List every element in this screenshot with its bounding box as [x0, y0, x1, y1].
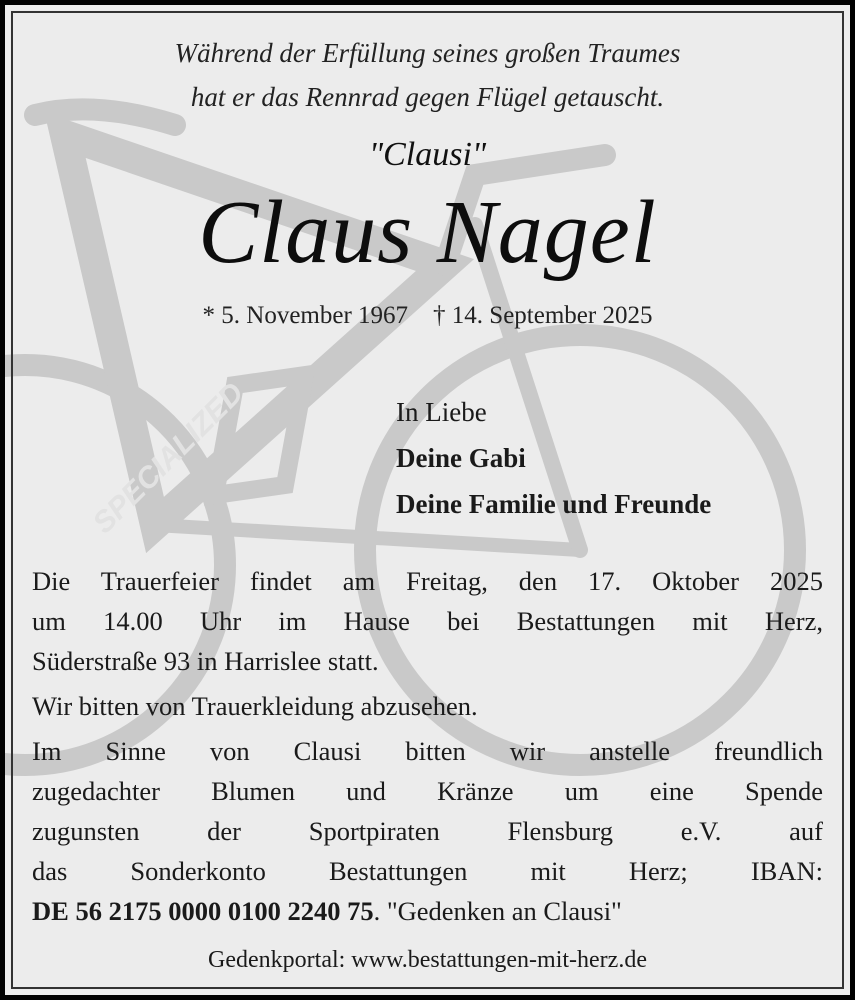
intro-line: hat er das Rennrad gegen Flügel getauscht. [190, 82, 665, 112]
memorial-portal-link[interactable]: Gedenkportal: www.bestattungen-mit-herz.de [208, 947, 647, 973]
death-date: † 14. September 2025 [433, 302, 653, 329]
text-line: Die Trauerfeier findet am Freitag, den 17. Oktober 2025 [32, 566, 823, 596]
text-line: um 14.00 Uhr im Hause bei Bestattungen mit Herz, [32, 606, 823, 636]
text-line: Wir bitten von Trauerkleidung abzusehen. [32, 691, 478, 721]
text-line: Im Sinne von Clausi bitten wir anstelle freundlich [32, 736, 823, 766]
birth-date: * 5. November 1967 [202, 302, 409, 329]
deceased-name: Claus Nagel [198, 183, 657, 282]
mourners-intro: In Liebe [396, 397, 487, 427]
text-line: Süderstraße 93 in Harrislee statt. [32, 646, 379, 676]
donation-reference: . "Gedenken an Clausi" [373, 896, 622, 926]
mourner-line: Deine Familie und Freunde [396, 489, 712, 519]
text-line: zugedachter Blumen und Kränze um eine Spende [32, 776, 823, 806]
mourners [396, 389, 711, 527]
text-line: das Sonderkonto Bestattungen mit Herz; IBAN: [32, 856, 823, 886]
intro-line: Während der Erfüllung seines großen Traumes [174, 38, 681, 68]
iban-line [32, 891, 823, 931]
obituary-card [5, 5, 850, 995]
iban: DE 56 2175 0000 0100 2240 75 [32, 896, 374, 926]
funeral-details [32, 561, 823, 931]
intro-verse [5, 31, 850, 119]
nickname: "Clausi" [368, 136, 487, 173]
mourner-line: Deine Gabi [396, 443, 526, 473]
text-line: zugunsten der Sportpiraten Flensburg e.V. auf [32, 816, 823, 846]
bicycle-brand-text: SPECIALIZED [86, 376, 251, 540]
life-dates [5, 301, 850, 331]
